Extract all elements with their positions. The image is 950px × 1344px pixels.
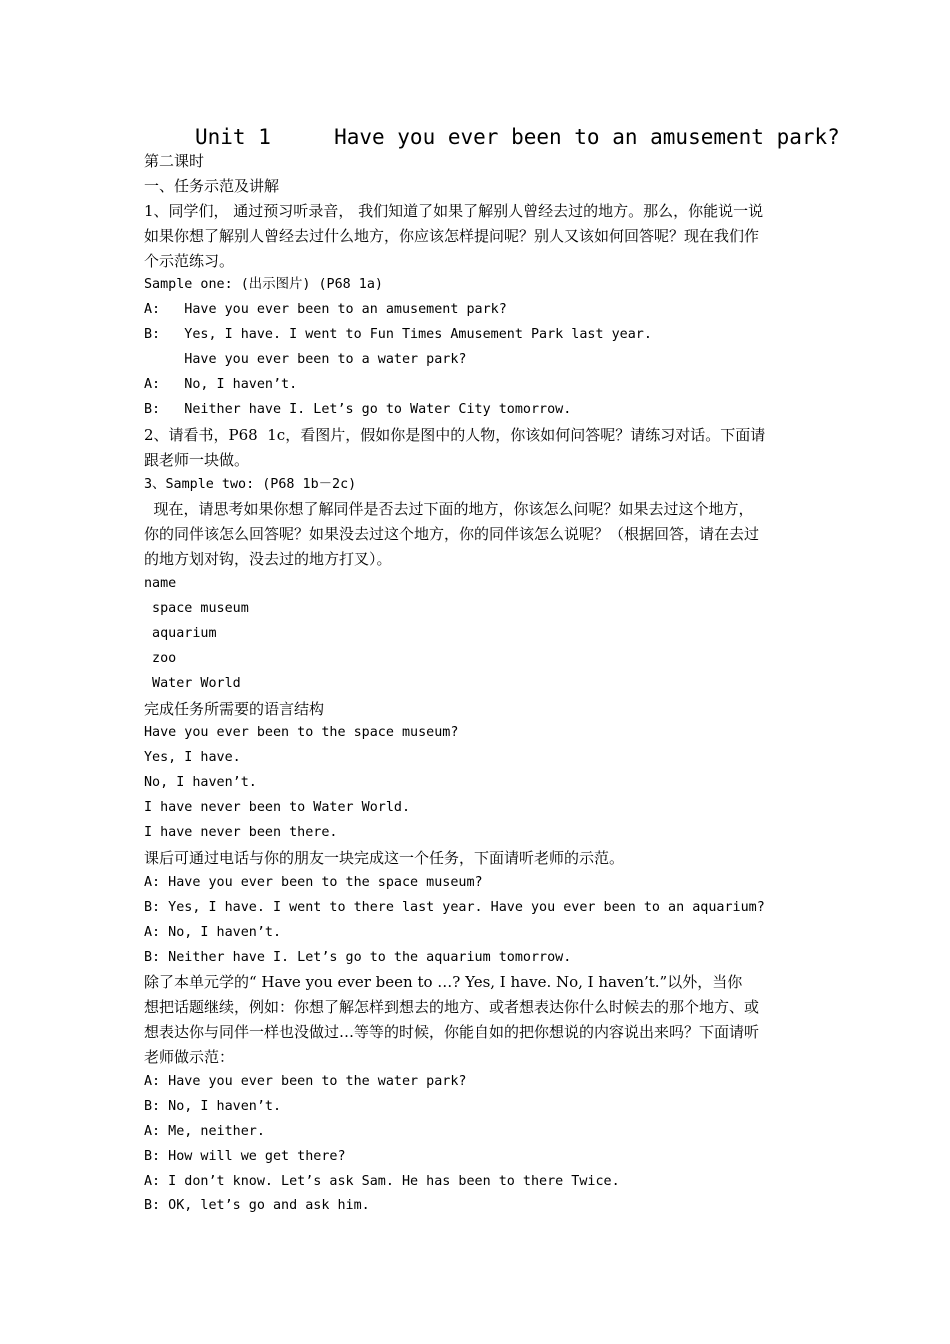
- text-line: 课后可通过电话与你的朋友一块完成这一个任务，下面请听老师的示范。: [144, 848, 625, 867]
- text-line: 第二课时: [144, 152, 205, 170]
- text-line: B: Yes, I have. I went to there last year. Have you ever been to an aquarium?: [144, 899, 765, 915]
- text-line: I have never been there.: [144, 825, 338, 841]
- text-line: 的地方划对钩，没去过的地方打叉）。: [144, 550, 392, 569]
- text-line: 现在，请思考如果你想了解同伴是否去过下面的地方，你该怎么问呢？如果去过这个地方，: [144, 500, 754, 519]
- text-line: A: No, I haven’t.: [144, 377, 298, 393]
- text-line: A: Have you ever been to the water park?: [144, 1073, 467, 1089]
- text-line: aquarium: [144, 625, 217, 641]
- text-line: A: Me, neither.: [144, 1123, 265, 1139]
- unit-title: Unit 1 Have you ever been to an amusement park?: [195, 125, 840, 149]
- text-line: B: No, I haven’t.: [144, 1098, 282, 1114]
- text-line: 跟老师一块做。: [144, 450, 250, 469]
- text-line: 3、Sample two: (P68 1b－2c): [144, 476, 357, 492]
- text-line: A: Have you ever been to the space museum?: [144, 874, 483, 890]
- text-line: zoo: [144, 650, 177, 666]
- text-line: B: Neither have I. Let’s go to the aquarium tomorrow.: [144, 949, 572, 965]
- text-line: 除了本单元学的“ Have you ever been to …? Yes, I have. No, I haven’t.”以外，当你: [144, 973, 743, 992]
- text-line: 一、任务示范及讲解: [144, 176, 280, 195]
- text-line: 个示范练习。: [144, 251, 235, 270]
- text-line: B: Yes, I have. I went to Fun Times Amusement Park last year.: [144, 327, 652, 343]
- text-line: 2、请看书，P68 1c，看图片，假如你是图中的人物，你该如何问答呢？请练习对话。下面请: [144, 425, 766, 444]
- text-line: A: Have you ever been to an amusement park?: [144, 302, 507, 318]
- text-line: A: I don’t know. Let’s ask Sam. He has been to there Twice.: [144, 1173, 620, 1189]
- text-line: Have you ever been to a water park?: [144, 352, 467, 368]
- text-line: Yes, I have.: [144, 750, 241, 766]
- text-line: 想表达你与同伴一样也没做过…等等的时候，你能自如的把你想说的内容说出来吗？下面请听: [144, 1023, 760, 1042]
- text-line: Have you ever been to the space museum?: [144, 725, 459, 741]
- text-line: space museum: [144, 601, 249, 617]
- text-line: B: How will we get there?: [144, 1148, 346, 1164]
- text-line: 1、同学们， 通过预习听录音， 我们知道了如果了解别人曾经去过的地方。那么，你能说一说: [144, 201, 764, 220]
- text-line: B: Neither have I. Let’s go to Water City tomorrow.: [144, 401, 572, 417]
- text-line: name: [144, 576, 177, 592]
- text-line: Sample one: (出示图片) (P68 1a): [144, 277, 383, 293]
- text-line: 你的同伴该怎么回答呢？如果没去过这个地方，你的同伴该怎么说呢？（根据回答，请在去过: [144, 525, 760, 544]
- text-line: A: No, I haven’t.: [144, 924, 282, 940]
- text-line: No, I haven’t.: [144, 775, 257, 791]
- text-line: Water World: [144, 675, 241, 691]
- text-line: 如果你想了解别人曾经去过什么地方，你应该怎样提问呢？别人又该如何回答呢？现在我们作: [144, 226, 760, 245]
- text-line: 想把话题继续，例如：你想了解怎样到想去的地方、或者想表达你什么时候去的那个地方、或: [144, 998, 760, 1017]
- text-line: I have never been to Water World.: [144, 800, 411, 816]
- document-body: [144, 149, 814, 1219]
- text-line: 完成任务所需要的语言结构: [144, 699, 325, 718]
- text-line: 老师做示范：: [144, 1048, 235, 1067]
- text-line: B: OK, let’s go and ask him.: [144, 1198, 370, 1214]
